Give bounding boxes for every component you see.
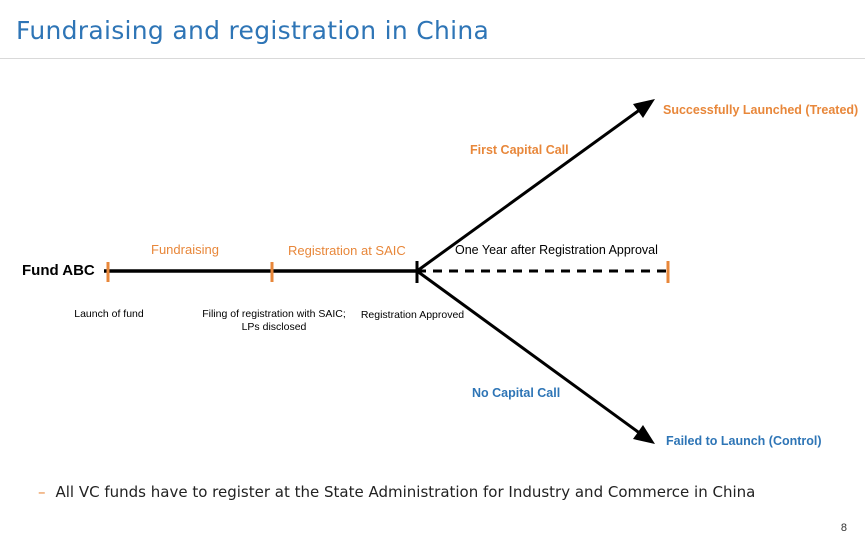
branch-down-outcome-label: Failed to Launch (Control)	[666, 434, 822, 448]
footnote-bullet	[38, 483, 755, 501]
segment-label-fundraising: Fundraising	[151, 242, 219, 257]
page-title: Fundraising and registration in China	[16, 16, 490, 45]
branch-up-condition-label: First Capital Call	[470, 143, 569, 157]
milestone-registration-approved: Registration Approved	[360, 309, 465, 321]
branch-up-arrowhead	[633, 99, 655, 118]
fund-label: Fund ABC	[22, 262, 95, 279]
milestone-filing-line2: LPs disclosed	[241, 321, 307, 333]
one-year-label: One Year after Registration Approval	[455, 243, 658, 257]
branch-down-arrowhead	[633, 425, 655, 444]
footnote-text: All VC funds have to register at the State Administration for Industry and Commerce in China	[55, 483, 756, 501]
bullet-dash-icon: –	[38, 483, 46, 501]
branch-down-arrow	[417, 271, 645, 437]
branch-down-condition-label: No Capital Call	[472, 386, 561, 400]
page-number: 8	[840, 522, 847, 534]
milestone-filing-line1: Filing of registration with SAIC;	[202, 308, 346, 320]
segment-label-registration: Registration at SAIC	[288, 243, 406, 258]
milestone-launch-of-fund: Launch of fund	[74, 308, 144, 320]
branch-up-outcome-label: Successfully Launched (Treated)	[663, 103, 859, 117]
